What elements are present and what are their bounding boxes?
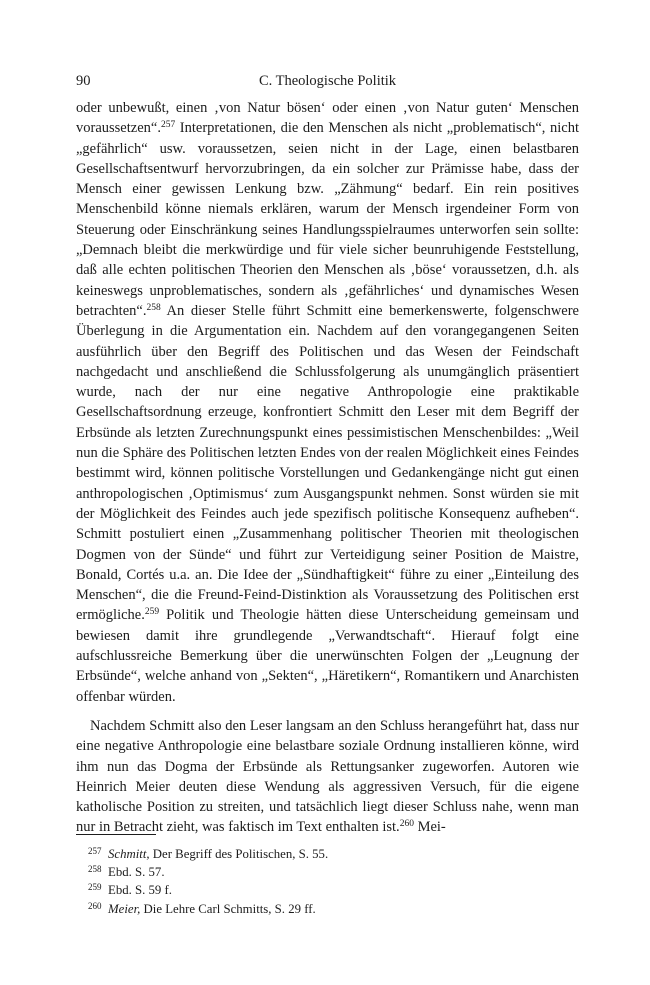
footnote-ref: 257: [160, 120, 176, 131]
footnote: 259 Ebd. S. 59 f.: [88, 882, 172, 898]
footnotes: [88, 845, 568, 918]
footnote-ref: 260: [399, 819, 414, 830]
page-header: [76, 73, 579, 93]
footnote: 260 Meier, Die Lehre Carl Schmitts, S. 29 ff.: [88, 900, 316, 916]
footnote-ref: 258: [146, 302, 161, 313]
footnote-author: Meier,: [108, 901, 141, 916]
footnote: 258 Ebd. S. 57.: [88, 864, 165, 880]
footnote: 257 Schmitt, Der Begriff des Politischen, S. 55.: [88, 846, 329, 861]
text-run: Interpretationen, die den Menschen als nicht „problematisch“, nicht „gefährlich“ usw. voraussetzen, seien nicht in der Lage, einen belastbaren Gesellschaftsentwurf hervorzubringen, da ein solcher zur Prämisse habe, dass der Mensch einer gewissen Lenkung bzw. „Zähmung“ bedarf. Ein rein positives Menschenbild könne niemals erklären, warum der Mensch irgendeiner Form von Steuerung oder Einschränkung seines Handlungsspielraumes unterworfen sein sollte: „Demnach bleibt die merkwürdige und für viele sicher beunruhigende Feststellung, daß alle echten politischen Theorien den Menschen als ‚böse‘ voraussetzen, d.h. als keineswegs unproblematisches, sondern als ‚gefährliches‘ und dynamisches Wesen betrachten“.: [76, 120, 579, 319]
footnote-text: Ebd. S. 59 f.: [108, 883, 172, 898]
footnote-text: Ebd. S. 57.: [108, 865, 165, 880]
text-run: An dieser Stelle führt Schmitt eine bemerkenswerte, folgenschwere Überlegung in die Argumentation ein. Nachdem auf den vorangegangenen Seiten ausführlich über den Begriff des Politischen und das Wesen der Feindschaft nachgedacht und anschließend die Schlussfolgerung als unumgänglich präsentiert wurde, nach der nur eine negative Anthropologie eine praktikable Gesellschaftsordnung erzeuge, konfrontiert Schmitt den Leser mit dem Begriff der Erbsünde als letzten Zurechnungspunkt eines pessimistischen Menschenbildes: „Weil nun die Sphäre des Politischen letzten Endes von der realen Möglichkeit eines Feindes bestimmt wird, können politische Vorstellungen und Gedankengänge nicht gut einen anthropologischen ‚Optimismus‘ zum Ausgangspunkt nehmen. Sonst würden sie mit der Möglichkeit des Feindes auch jede spezifisch politische Konsequenz aufheben“. Schmitt postuliert einen „Zusammenhang politischer Theorien mit theologischen Dogmen von der Sünde“ und führt zur Verteidigung seiner Position de Maistre, Bonald, Cortés u.a. an. Die Idee der „Sündhaftigkeit“ führe zu einer „Einteilung des Menschen“, die die Freund-Feind-Distinktion als Voraussetzung des Politischen erst ermögliche.: [76, 302, 579, 624]
paragraph: [76, 98, 579, 707]
running-head: C. Theologische Politik: [258, 73, 397, 89]
footnote-text: Die Lehre Carl Schmitts, S. 29 ff.: [140, 901, 316, 916]
footnote-text: Der Begriff des Politischen, S. 55.: [149, 847, 329, 861]
text-run: Nachdem Schmitt also den Leser langsam an den Schluss herangeführt hat, dass nur eine negative Anthropologie eine belastbare soziale Ordnung installieren könne, wird ihm nun das Dogma der Erbsünde als Rettungsanker zugeworfen. Autoren wie Heinrich Meier deuten diese Wendung als aggressiven Versuch, für die eigene katholische Position zu streiten, und tatsächlich liegt dieser Schluss nahe, wenn man nur in Betracht zieht, was faktisch im Text enthalten ist.: [76, 717, 579, 836]
footnote-author: Schmitt,: [108, 847, 150, 861]
text-run: oder unbewußt, einen ‚von Natur bösen‘ oder einen ‚von Natur guten‘ Menschen voraussetzen“.: [76, 100, 579, 137]
text-run: Mei-: [413, 819, 446, 836]
paragraph: [76, 716, 579, 838]
footnote-ref: 259: [144, 607, 160, 618]
text-run: Politik und Theologie hätten diese Unterscheidung gemeinsam und bewiesen damit ihre grundlegende „Verwandtschaft“. Hierauf folgt eine aufschlussreiche Bemerkung über die unerwünschten Folgen der „Leugnung der Erbsünde“, welche anhand von „Sekten“, „Häretikern“, Romantikern und Anarchisten offenbar würden.: [76, 607, 579, 705]
footnote-divider: [76, 834, 156, 835]
page-number: 90: [76, 73, 91, 89]
body-text: [76, 98, 579, 838]
